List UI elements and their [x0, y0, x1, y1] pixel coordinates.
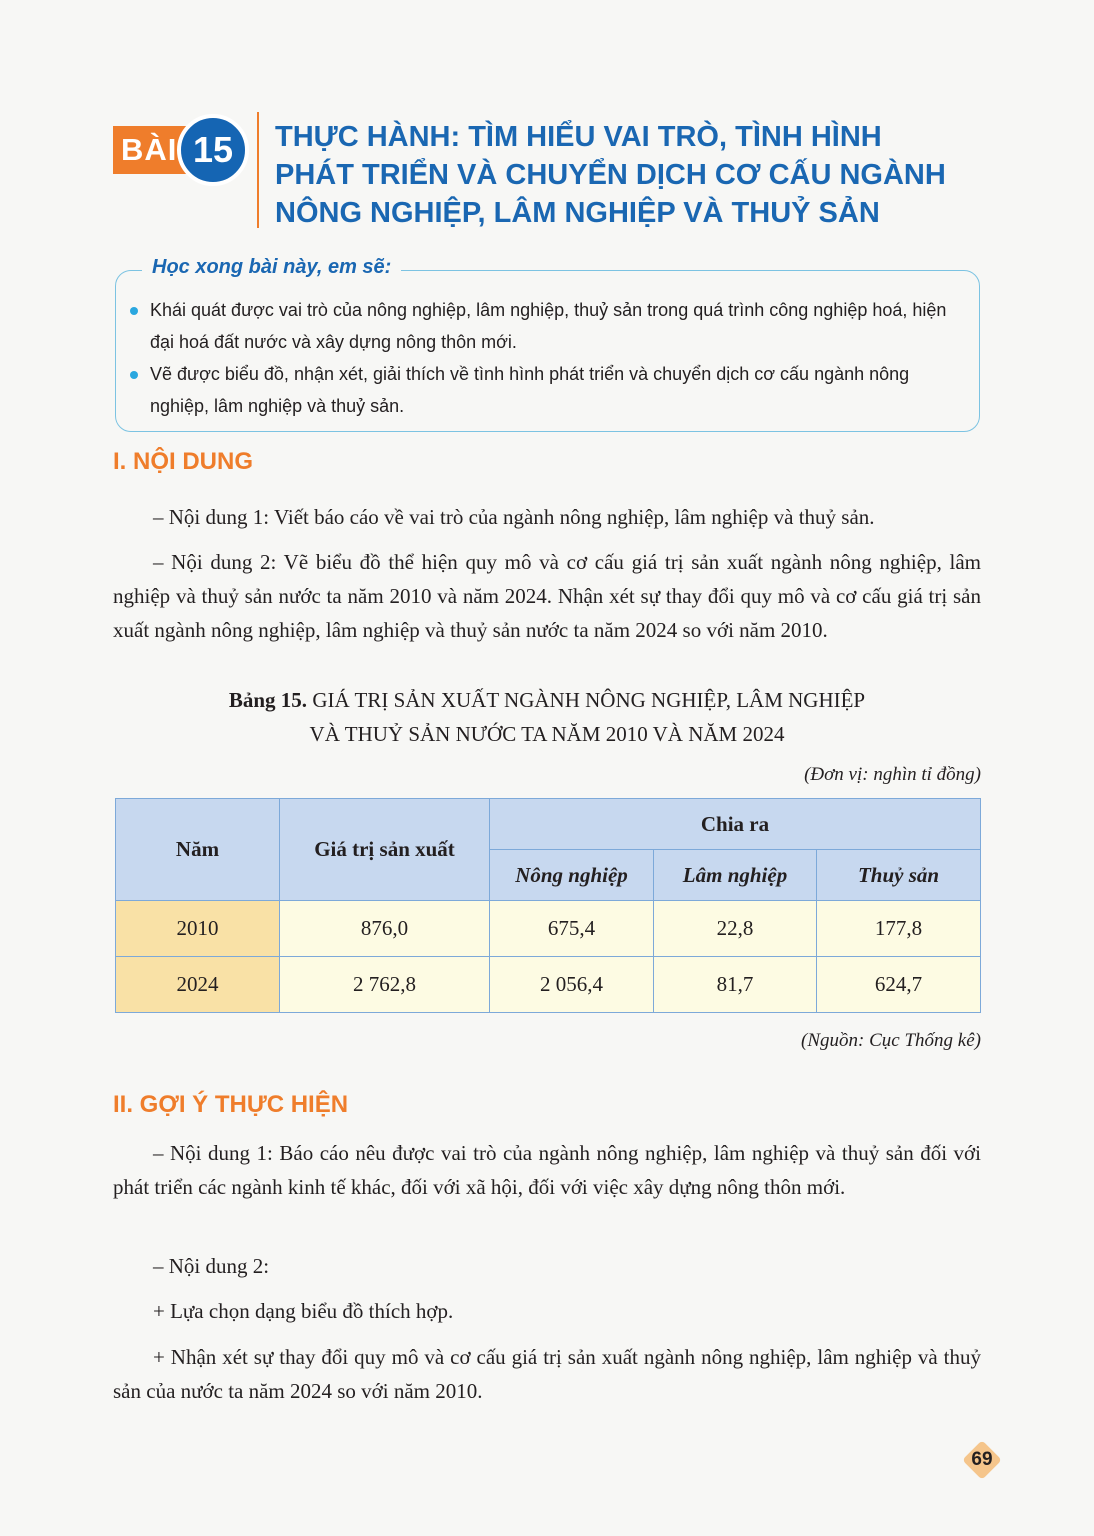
cell-fishery: 177,8: [817, 901, 981, 957]
objective-item: Vẽ được biểu đồ, nhận xét, giải thích về tình hình phát triển và chuyển dịch cơ cấu ngành nông nghiệp, lâm nghiệp và thuỷ sản.: [130, 358, 950, 422]
page-number-badge: [962, 1440, 1002, 1480]
cell-forestry: 22,8: [654, 901, 817, 957]
section-heading-guidance: II. GỢI Ý THỰC HIỆN: [113, 1091, 349, 1118]
lesson-title-line-1: THỰC HÀNH: TÌM HIỂU VAI TRÒ, TÌNH HÌNH: [275, 121, 882, 153]
cell-total: 876,0: [280, 901, 490, 957]
page-number: 69: [971, 1449, 993, 1470]
table-caption-line-2: VÀ THUỶ SẢN NƯỚC TA NĂM 2010 VÀ NĂM 2024: [309, 722, 785, 746]
cell-year: 2010: [116, 901, 280, 957]
cell-forestry: 81,7: [654, 957, 817, 1013]
paragraph: + Nhận xét sự thay đổi quy mô và cơ cấu giá trị sản xuất ngành nông nghiệp, lâm nghiệp và thuỷ sản của nước ta năm 2024 so với năm 2010.: [113, 1345, 981, 1403]
paragraph: – Nội dung 1: Báo cáo nêu được vai trò của ngành nông nghiệp, lâm nghiệp và thuỷ sản đối với phát triển các ngành kinh tế khác, đối với xã hội, đối với việc xây dựng nông thôn mới.: [113, 1141, 981, 1199]
objective-item: Khái quát được vai trò của nông nghiệp, lâm nghiệp, thuỷ sản trong quá trình công nghiệp hoá, hiện đại hoá đất nước và xây dựng nông thôn mới.: [130, 294, 950, 358]
cell-fishery: 624,7: [817, 957, 981, 1013]
cell-agriculture: 675,4: [490, 901, 654, 957]
header-agriculture: Nông nghiệp: [490, 850, 654, 901]
lesson-label: BÀI: [113, 126, 197, 174]
bullet-icon: [130, 307, 138, 315]
header-divider: [257, 112, 259, 228]
table-caption-line-1: GIÁ TRỊ SẢN XUẤT NGÀNH NÔNG NGHIỆP, LÂM NGHIỆP: [312, 688, 866, 712]
paragraph: – Nội dung 1: Viết báo cáo về vai trò của ngành nông nghiệp, lâm nghiệp và thuỷ sản.: [153, 505, 875, 529]
table-unit-note: (Đơn vị: nghìn tỉ đồng): [804, 764, 981, 785]
header-breakdown: Chia ra: [490, 799, 981, 850]
paragraph: – Nội dung 2:: [153, 1254, 270, 1278]
table-row: [116, 957, 981, 1013]
bullet-icon: [130, 371, 138, 379]
table-caption: [113, 683, 981, 751]
table-caption-label: Bảng 15.: [228, 688, 308, 712]
table-row: [116, 901, 981, 957]
header-year: Năm: [116, 799, 280, 901]
lesson-title-line-3: NÔNG NGHIỆP, LÂM NGHIỆP VÀ THUỶ SẢN: [275, 197, 880, 229]
lesson-title: [275, 118, 995, 232]
paragraph: + Lựa chọn dạng biểu đồ thích hợp.: [153, 1299, 454, 1323]
header-total: Giá trị sản xuất: [280, 799, 490, 901]
cell-year: 2024: [116, 957, 280, 1013]
lesson-number: 15: [177, 114, 249, 186]
lesson-title-line-2: PHÁT TRIỂN VÀ CHUYỂN DỊCH CƠ CẤU NGÀNH: [275, 159, 946, 191]
lesson-badge: [113, 110, 253, 190]
header-forestry: Lâm nghiệp: [654, 850, 817, 901]
paragraph: – Nội dung 2: Vẽ biểu đồ thể hiện quy mô và cơ cấu giá trị sản xuất ngành nông nghiệp, lâm nghiệp và thuỷ sản nước ta năm 2010 và năm 2024. Nhận xét sự thay đổi quy mô và cơ cấu giá trị sản xuất ngành nông nghiệp, lâm nghiệp và thuỷ sản nước ta năm 2024 so với năm 2010.: [113, 550, 981, 642]
cell-agriculture: 2 056,4: [490, 957, 654, 1013]
section-heading-content: I. NỘI DUNG: [113, 448, 254, 475]
table-source-note: (Nguồn: Cục Thống kê): [801, 1030, 981, 1051]
cell-total: 2 762,8: [280, 957, 490, 1013]
objectives-heading: Học xong bài này, em sẽ:: [142, 256, 401, 279]
objectives-list: [130, 294, 950, 422]
production-value-table: [115, 798, 981, 1013]
header-fishery: Thuỷ sản: [817, 850, 981, 901]
